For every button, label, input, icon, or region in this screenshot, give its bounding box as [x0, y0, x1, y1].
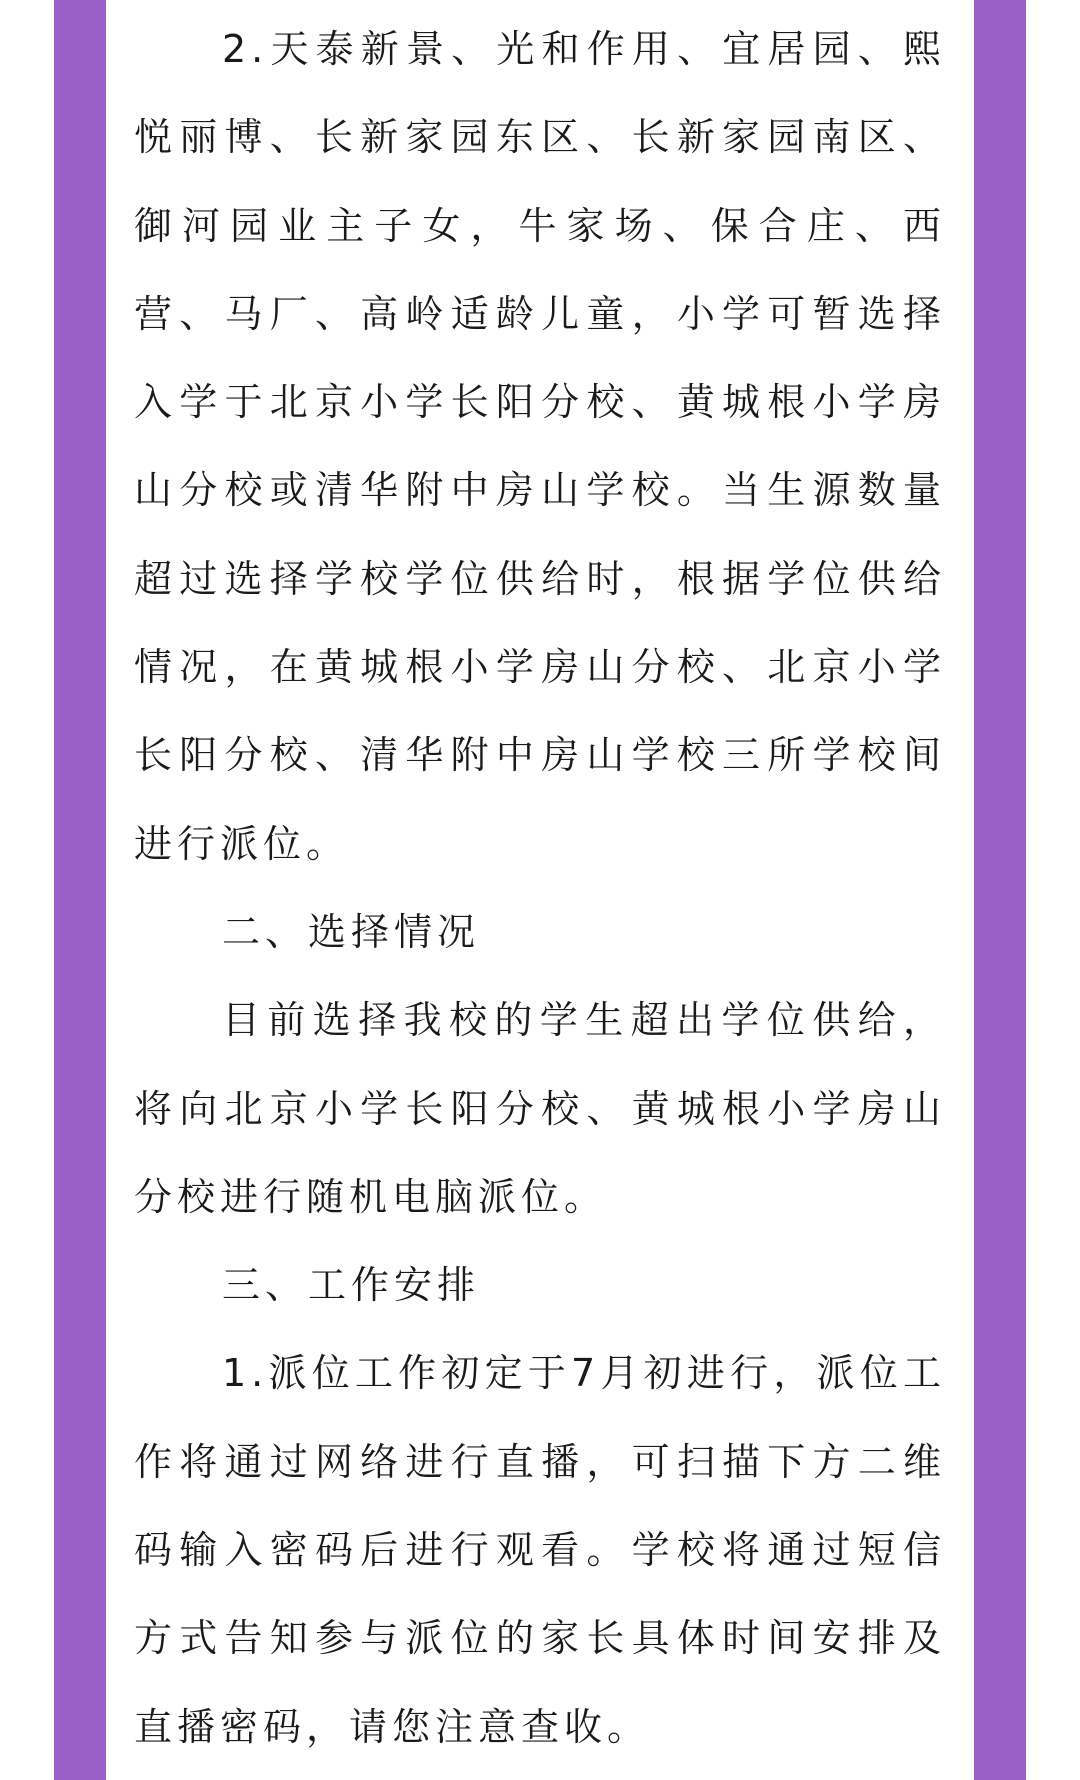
paragraph-enrollment-scope: 2.天泰新景、光和作用、宜居园、熙悦丽博、长新家园东区、长新家园南区、御河园业主子女，牛家场、保合庄、西营、马厂、高岭适龄儿童，小学可暂选择入学于北京小学长阳分校、黄城根小学房山分校或清华附中房山学校。当生源数量超过选择学校学位供给时，根据学位供给情况，在黄城根小学房山分校、北京小学长阳分校、清华附中房山学校三所学校间进行派位。	[134, 27, 946, 866]
article-body	[134, 5, 946, 1771]
paragraph-work-arrangement: 1.派位工作初定于7月初进行，派位工作将通过网络进行直播，可扫描下方二维码输入密码后进行观看。学校将通过短信方式告知参与派位的家长具体时间安排及直播密码，请您注意查收。	[134, 1351, 946, 1749]
heading-work-arrangement: 三、工作安排	[222, 1263, 481, 1308]
left-purple-border	[54, 0, 106, 1780]
paragraph-selection-status: 目前选择我校的学生超出学位供给，将向北京小学长阳分校、黄城根小学房山分校进行随机电脑派位。	[134, 998, 946, 1219]
right-purple-border	[974, 0, 1026, 1780]
heading-selection-status: 二、选择情况	[222, 909, 481, 954]
